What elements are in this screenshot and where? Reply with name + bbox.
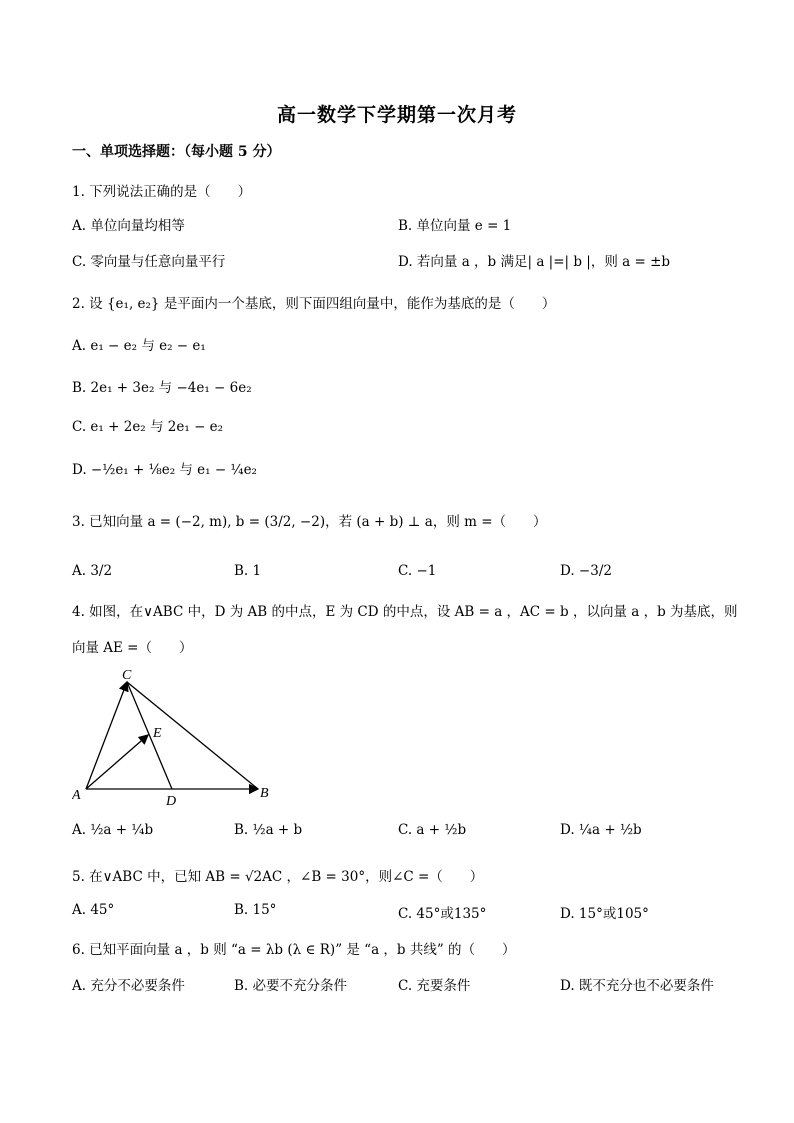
q2-option-c[interactable]: C. e₁ + 2e₂ 与 2e₁ − e₂: [72, 419, 224, 435]
q4-option-b[interactable]: B. ½a + b: [234, 822, 303, 838]
q4-stem-line2: 向量 AE =（ ）: [72, 640, 193, 656]
triangle-figure: [72, 665, 282, 815]
figure-label-a: A: [72, 788, 81, 803]
figure-label-e: E: [153, 726, 162, 741]
q3-option-b[interactable]: B. 1: [234, 563, 262, 579]
q2-option-d[interactable]: D. −½e₁ + ⅛e₂ 与 e₁ − ¼e₂: [72, 462, 257, 478]
q5-option-c[interactable]: C. 45°或135°: [398, 906, 487, 922]
q5-stem: 5. 在∨ABC 中，已知 AB = √2AC ，∠B = 30°，则∠C =（ ）: [72, 869, 484, 885]
q6-stem: 6. 已知平面向量 a ，b 则 “a = λb (λ ∈ R)” 是 “a ，b 共线” 的（ ）: [72, 942, 516, 958]
q3-option-a[interactable]: A. 3/2: [72, 563, 113, 579]
vector-ac-line: [86, 682, 127, 789]
q6-option-a[interactable]: A. 充分不必要条件: [72, 978, 185, 994]
q4-option-d[interactable]: D. ¼a + ½b: [560, 822, 642, 838]
q5-option-d[interactable]: D. 15°或105°: [560, 906, 649, 922]
q5-option-b[interactable]: B. 15°: [234, 902, 277, 918]
figure-label-c: C: [122, 668, 132, 683]
q3-option-c[interactable]: C. −1: [398, 563, 437, 579]
q6-option-b[interactable]: B. 必要不充分条件: [234, 978, 348, 994]
q2-stem: 2. 设 {e₁, e₂} 是平面内一个基底，则下面四组向量中，能作为基底的是（ ）: [72, 296, 556, 312]
segment-cd-line: [127, 682, 172, 789]
q4-stem-line1: 4. 如图，在∨ABC 中，D 为 AB 的中点，E 为 CD 的中点，设 AB = a ，AC = b ，以向量 a ，b 为基底，则: [72, 604, 738, 620]
q5-option-a[interactable]: A. 45°: [72, 902, 115, 918]
section-heading: 一、单项选择题：（每小题 5 分）: [72, 144, 281, 160]
q1-stem: 1. 下列说法正确的是（ ）: [72, 184, 252, 200]
q2-option-a[interactable]: A. e₁ − e₂ 与 e₂ − e₁: [72, 338, 206, 354]
figure-label-d: D: [166, 794, 177, 809]
q4-option-c[interactable]: C. a + ½b: [398, 822, 467, 838]
q2-option-b[interactable]: B. 2e₁ + 3e₂ 与 −4e₁ − 6e₂: [72, 380, 252, 396]
vector-ae-line: [86, 735, 148, 789]
q4-option-a[interactable]: A. ½a + ¼b: [72, 822, 154, 838]
q1-option-a[interactable]: A. 单位向量均相等: [72, 218, 185, 234]
page-title: 高一数学下学期第一次月考: [276, 104, 517, 126]
q3-option-d[interactable]: D. −3/2: [560, 563, 612, 579]
q6-option-d[interactable]: D. 既不充分也不必要条件: [560, 978, 714, 994]
q6-option-c[interactable]: C. 充要条件: [398, 978, 471, 994]
q1-option-d[interactable]: D. 若向量 a ，b 满足| a |=| b |，则 a = ±b: [398, 254, 671, 270]
q3-stem: 3. 已知向量 a = (−2, m), b = (3/2, −2)，若 (a + b) ⊥ a，则 m =（ ）: [72, 514, 547, 530]
q1-option-b[interactable]: B. 单位向量 e = 1: [398, 218, 512, 234]
q1-option-c[interactable]: C. 零向量与任意向量平行: [72, 254, 226, 270]
figure-label-b: B: [260, 786, 269, 801]
